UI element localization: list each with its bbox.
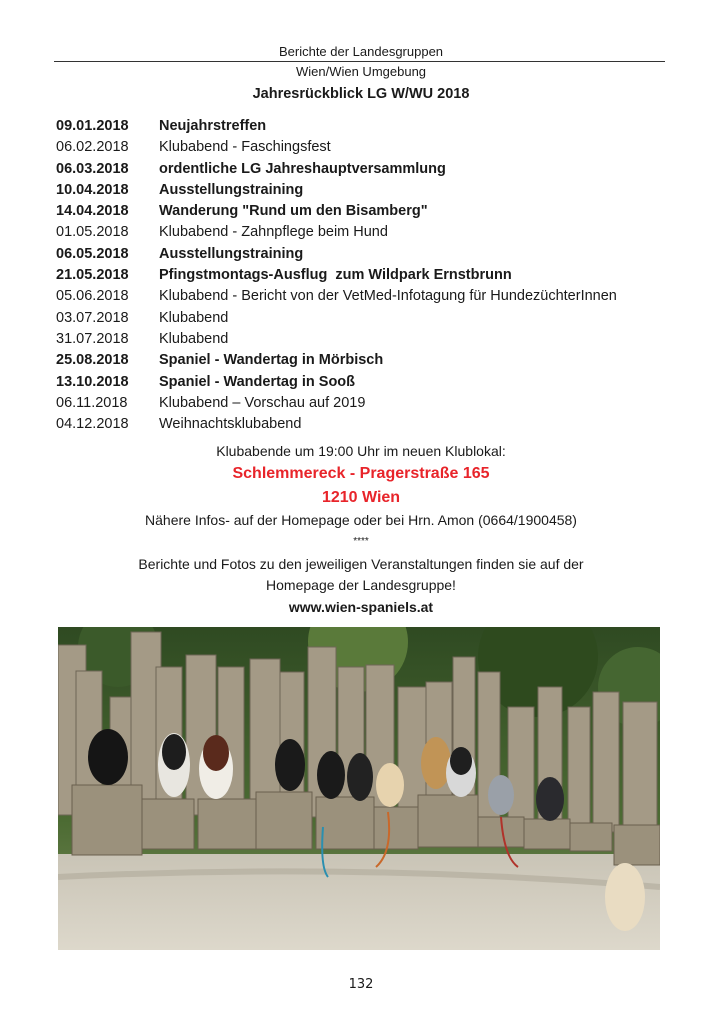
- event-title: Klubabend - Zahnpflege beim Hund: [159, 224, 388, 241]
- event-title: Klubabend - Faschingsfest: [159, 139, 331, 156]
- event-row: [56, 201, 686, 222]
- event-row: [56, 414, 686, 435]
- event-title: ordentliche LG Jahreshauptversammlung: [159, 160, 446, 177]
- separator: ****: [353, 536, 369, 547]
- event-date: 06.11.2018: [56, 394, 128, 411]
- page-title: Jahresrückblick LG W/WU 2018: [252, 86, 470, 102]
- venue-city: 1210 Wien: [321, 489, 401, 506]
- event-date: 05.06.2018: [56, 288, 129, 305]
- event-date: 06.05.2018: [56, 245, 129, 262]
- event-row: [56, 137, 686, 158]
- event-row: [56, 393, 686, 414]
- running-header-section: Berichte der Landesgruppen: [278, 44, 444, 59]
- event-title: Ausstellungstraining: [159, 245, 304, 262]
- website-link[interactable]: www.wien-spaniels.at: [288, 599, 434, 615]
- event-title: Neujahrstreffen: [159, 118, 267, 134]
- event-title: Klubabend – Vorschau auf 2019: [159, 394, 366, 411]
- contact-info: Nähere Infos- auf der Homepage oder bei Hrn. Amon (0664/1900458): [145, 512, 577, 528]
- reports-info-line1: Berichte und Fotos zu den jeweiligen Veranstaltungen finden sie auf der: [138, 556, 584, 572]
- event-title: Klubabend: [159, 309, 229, 326]
- running-header-subsection: Wien/Wien Umgebung: [295, 64, 427, 79]
- event-list: [56, 116, 686, 435]
- event-title: Ausstellungstraining: [159, 181, 304, 198]
- event-row: [56, 244, 686, 265]
- event-title: Klubabend - Bericht von der VetMed-Infotagung für HundezüchterInnen: [159, 288, 617, 305]
- event-title: Klubabend: [159, 330, 229, 347]
- event-date: 14.04.2018: [56, 203, 129, 220]
- event-date: 13.10.2018: [56, 373, 129, 390]
- event-date: 31.07.2018: [56, 330, 129, 347]
- event-date: 06.02.2018: [56, 139, 129, 156]
- group-photo-dogs: [58, 627, 660, 950]
- event-row: [56, 308, 686, 329]
- page-number: 132: [348, 977, 374, 992]
- reports-info-line2: Homepage der Landesgruppe!: [266, 577, 456, 593]
- event-date: 09.01.2018: [56, 118, 129, 134]
- photo-illustration: [58, 627, 660, 950]
- event-row: [56, 265, 686, 286]
- event-row: [56, 286, 686, 307]
- event-title: Weihnachtsklubabend: [159, 416, 302, 433]
- event-date: 01.05.2018: [56, 224, 129, 241]
- event-title: Wanderung "Rund um den Bisamberg": [159, 203, 428, 220]
- event-row: [56, 350, 686, 371]
- venue-address: Schlemmereck - Pragerstraße 165: [232, 465, 490, 482]
- event-title: Pfingstmontags-Ausflug zum Wildpark Ernstbrunn: [159, 267, 512, 284]
- event-row: [56, 159, 686, 180]
- event-title: Spaniel - Wandertag in Sooß: [159, 373, 356, 390]
- event-row: [56, 372, 686, 393]
- header-divider: [54, 61, 665, 62]
- event-row: [56, 116, 686, 137]
- event-date: 06.03.2018: [56, 160, 129, 177]
- event-title: Spaniel - Wandertag in Mörbisch: [159, 352, 384, 369]
- meeting-info: Klubabende um 19:00 Uhr im neuen Klublokal:: [216, 443, 506, 459]
- event-date: 03.07.2018: [56, 309, 129, 326]
- event-date: 10.04.2018: [56, 181, 129, 198]
- event-date: 04.12.2018: [56, 416, 129, 433]
- event-date: 25.08.2018: [56, 352, 129, 369]
- event-row: [56, 329, 686, 350]
- event-row: [56, 180, 686, 201]
- event-row: [56, 222, 686, 243]
- event-date: 21.05.2018: [56, 267, 129, 284]
